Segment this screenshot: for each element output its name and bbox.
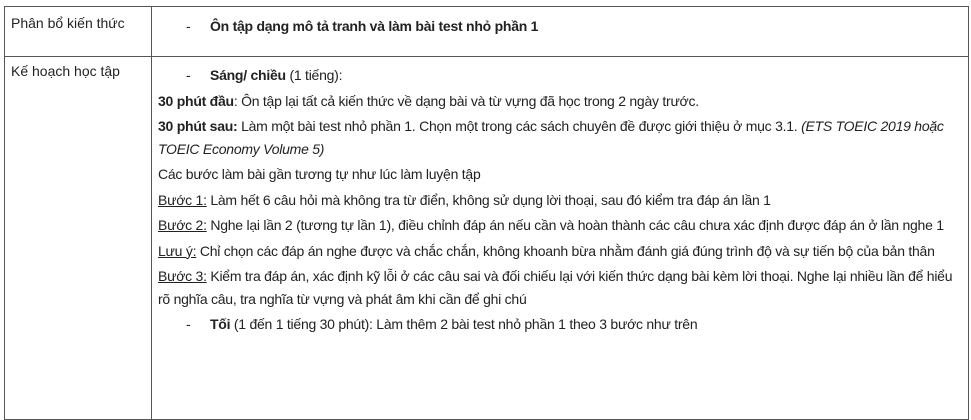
step-2: Bước 2: Nghe lại lần 2 (tương tự lần 1), điều chỉnh đáp án nếu cần và hoàn thành các câu chưa xác định được đáp án ở lần nghe 1 [158,217,944,233]
next-30-min: 30 phút sau: Làm một bài test nhỏ phần 1. Chọn một trong các sách chuyên đề được giới thiệu ở mục 3.1. (ETS TOEIC 2019 hoặc TOEIC Economy Volume 5) [158,118,944,157]
step-3: Bước 3: Kiểm tra đáp án, xác định kỹ lỗi ở các câu sai và đối chiếu lại với kiến thức dạng bài kèm lời thoại. Nghe lại nhiều lần để hiểu rõ nghĩa câu, tra nghĩa từ vựng và phát âm khi cần để ghi chú [158,268,953,307]
row-label: Kế hoạch học tập [5,57,152,420]
first-30-min: 30 phút đầu: Ôn tập lại tất cả kiến thức về dạng bài và từ vựng đã học trong 2 ngày trước. [158,92,699,109]
table-row [5,7,969,57]
row-content [152,7,969,57]
note: Lưu ý: Chỉ chọn các đáp án nghe được và chắc chắn, không khoanh bừa nhằm đánh giá đúng trình độ và sự tiến bộ của bản thân [158,242,935,259]
session-morning: - Sáng/ chiều (1 tiếng): [186,67,343,83]
step-1: Bước 1: Làm hết 6 câu hỏi mà không tra từ điển, không sử dụng lời thoại, sau đó kiểm tra đáp án lần 1 [158,191,771,208]
steps-intro: Các bước làm bài gần tương tự như lúc làm luyện tập [158,166,481,182]
session-evening: - Tối (1 đến 1 tiếng 30 phút): Làm thêm 2 bài test nhỏ phần 1 theo 3 bước như trên [186,316,698,332]
row-label: Phân bổ kiến thức [5,7,152,57]
table-row [5,57,969,420]
study-plan-table [4,6,969,420]
row-content [152,57,969,420]
topic-line: - Ôn tập dạng mô tả tranh và làm bài test nhỏ phần 1 [186,18,539,34]
